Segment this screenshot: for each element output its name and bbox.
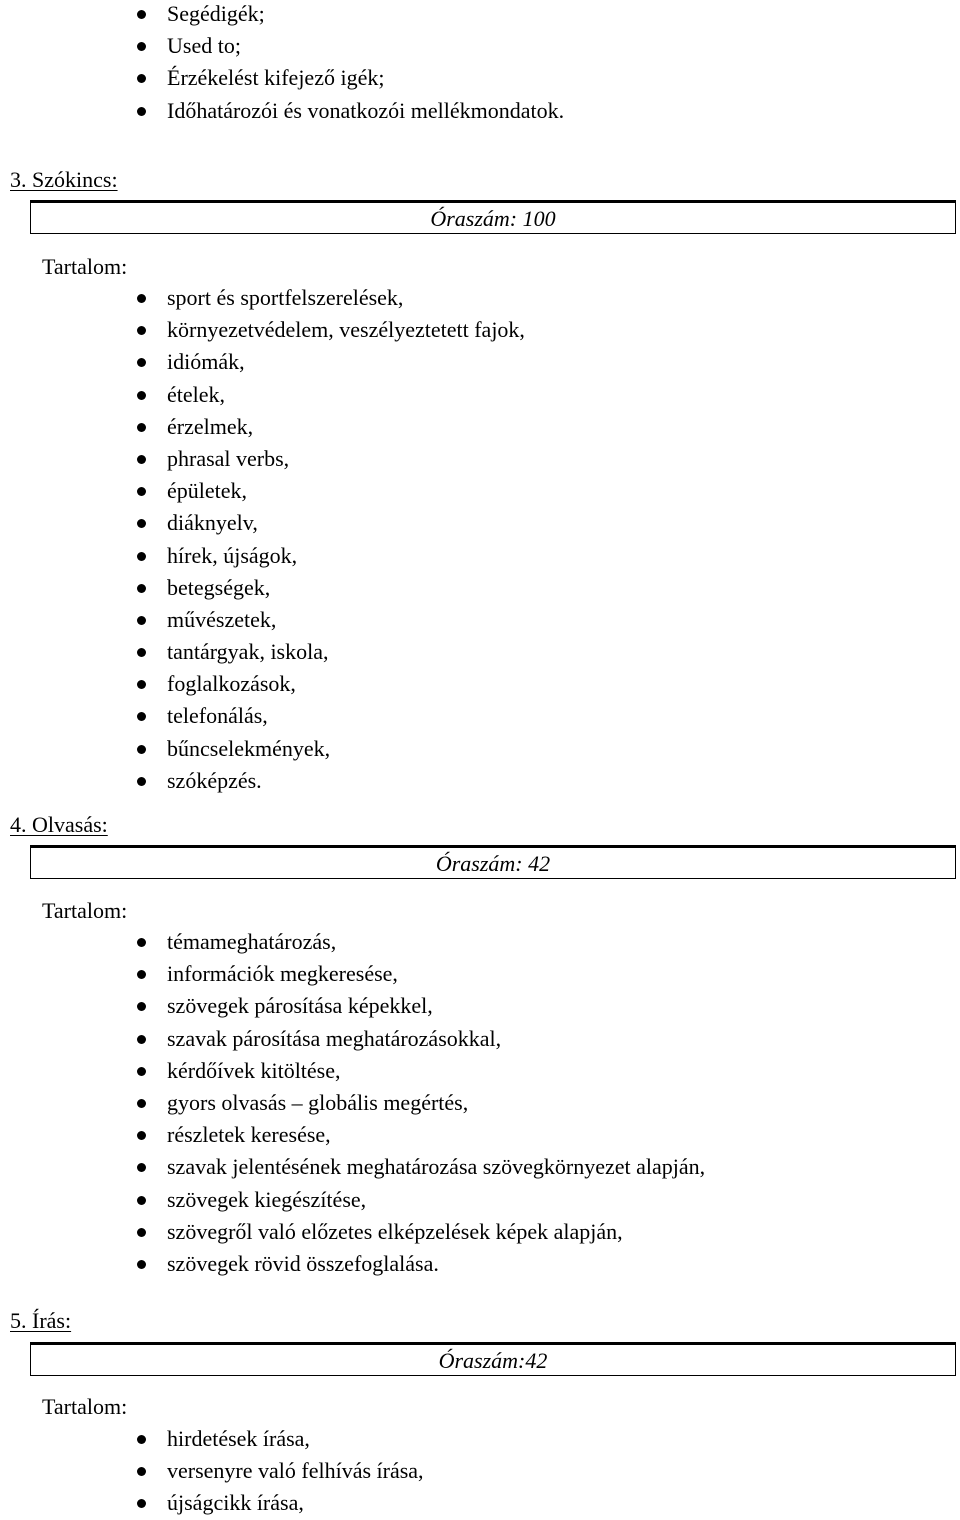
list-item: betegségek, bbox=[137, 572, 525, 604]
bullet-icon bbox=[137, 1228, 146, 1237]
list-item: foglalkozások, bbox=[137, 668, 525, 700]
bullet-icon bbox=[137, 326, 146, 335]
list-item: bűncselekmények, bbox=[137, 733, 525, 765]
bullet-icon bbox=[137, 616, 146, 625]
bullet-icon bbox=[137, 358, 146, 367]
section-heading-reading: 4. Olvasás: bbox=[10, 812, 108, 837]
bullet-icon bbox=[137, 107, 146, 116]
hours-box-reading bbox=[30, 845, 956, 879]
bullet-icon bbox=[137, 1035, 146, 1044]
list-item: művészetek, bbox=[137, 604, 525, 636]
list-item: versenyre való felhívás írása, bbox=[137, 1455, 424, 1487]
list-item: információk megkeresése, bbox=[137, 958, 705, 990]
bullet-icon bbox=[137, 1131, 146, 1140]
vocabulary-list bbox=[137, 282, 525, 797]
box-rule bbox=[31, 846, 955, 848]
list-item: érzelmek, bbox=[137, 411, 525, 443]
bullet-icon bbox=[137, 777, 146, 786]
bullet-icon bbox=[137, 552, 146, 561]
bullet-icon bbox=[137, 455, 146, 464]
bullet-icon bbox=[137, 1196, 146, 1205]
bullet-icon bbox=[137, 423, 146, 432]
hours-box-writing bbox=[30, 1342, 956, 1376]
list-item: szövegek párosítása képekkel, bbox=[137, 990, 705, 1022]
list-item: hírek, újságok, bbox=[137, 540, 525, 572]
bullet-icon bbox=[137, 487, 146, 496]
bullet-icon bbox=[137, 1435, 146, 1444]
bullet-icon bbox=[137, 1260, 146, 1269]
list-item: hirdetések írása, bbox=[137, 1423, 424, 1455]
bullet-icon bbox=[137, 10, 146, 19]
list-item: környezetvédelem, veszélyeztetett fajok, bbox=[137, 314, 525, 346]
bullet-icon bbox=[137, 74, 146, 83]
bullet-icon bbox=[137, 1067, 146, 1076]
box-rule bbox=[31, 1343, 955, 1345]
list-item: témameghatározás, bbox=[137, 926, 705, 958]
list-item: szövegek kiegészítése, bbox=[137, 1184, 705, 1216]
hours-label: Óraszám: 42 bbox=[435, 851, 551, 876]
section-heading-writing: 5. Írás: bbox=[10, 1308, 72, 1333]
list-item: Érzékelést kifejező igék; bbox=[137, 62, 564, 94]
content-label: Tartalom: bbox=[42, 898, 128, 923]
bullet-icon bbox=[137, 1499, 146, 1508]
list-item: Used to; bbox=[137, 30, 564, 62]
list-item: gyors olvasás – globális megértés, bbox=[137, 1087, 705, 1119]
list-item: diáknyelv, bbox=[137, 507, 525, 539]
bullet-icon bbox=[137, 1099, 146, 1108]
list-item: ételek, bbox=[137, 379, 525, 411]
writing-list bbox=[137, 1423, 424, 1520]
list-item: Segédigék; bbox=[137, 0, 564, 30]
bullet-icon bbox=[137, 1163, 146, 1172]
hours-box-vocabulary bbox=[30, 200, 956, 234]
content-label: Tartalom: bbox=[42, 254, 128, 279]
reading-list bbox=[137, 926, 705, 1280]
list-item: idiómák, bbox=[137, 346, 525, 378]
list-item: sport és sportfelszerelések, bbox=[137, 282, 525, 314]
bullet-icon bbox=[137, 42, 146, 51]
bullet-icon bbox=[137, 712, 146, 721]
bullet-icon bbox=[137, 970, 146, 979]
bullet-icon bbox=[137, 680, 146, 689]
bullet-icon bbox=[137, 1467, 146, 1476]
list-item: tantárgyak, iskola, bbox=[137, 636, 525, 668]
list-item: Időhatározói és vonatkozói mellékmondatok. bbox=[137, 95, 564, 127]
list-item: újságcikk írása, bbox=[137, 1487, 424, 1519]
list-item: szövegről való előzetes elképzelések képek alapján, bbox=[137, 1216, 705, 1248]
list-item: szavak párosítása meghatározásokkal, bbox=[137, 1023, 705, 1055]
bullet-icon bbox=[137, 294, 146, 303]
hours-label: Óraszám:42 bbox=[438, 1348, 548, 1373]
bullet-icon bbox=[137, 391, 146, 400]
bullet-icon bbox=[137, 648, 146, 657]
bullet-icon bbox=[137, 1002, 146, 1011]
content-label: Tartalom: bbox=[42, 1394, 128, 1419]
bullet-icon bbox=[137, 938, 146, 947]
grammar-list bbox=[137, 0, 564, 127]
list-item: phrasal verbs, bbox=[137, 443, 525, 475]
list-item: részletek keresése, bbox=[137, 1119, 705, 1151]
list-item: szóképzés. bbox=[137, 765, 525, 797]
list-item: szövegek rövid összefoglalása. bbox=[137, 1248, 705, 1280]
bullet-icon bbox=[137, 745, 146, 754]
list-item: szavak jelentésének meghatározása szövegkörnyezet alapján, bbox=[137, 1151, 705, 1183]
section-heading-vocabulary: 3. Szókincs: bbox=[10, 167, 118, 192]
list-item: telefonálás, bbox=[137, 700, 525, 732]
list-item: kérdőívek kitöltése, bbox=[137, 1055, 705, 1087]
bullet-icon bbox=[137, 519, 146, 528]
bullet-icon bbox=[137, 584, 146, 593]
hours-label: Óraszám: 100 bbox=[430, 206, 556, 231]
list-item: épületek, bbox=[137, 475, 525, 507]
box-rule bbox=[31, 201, 955, 203]
